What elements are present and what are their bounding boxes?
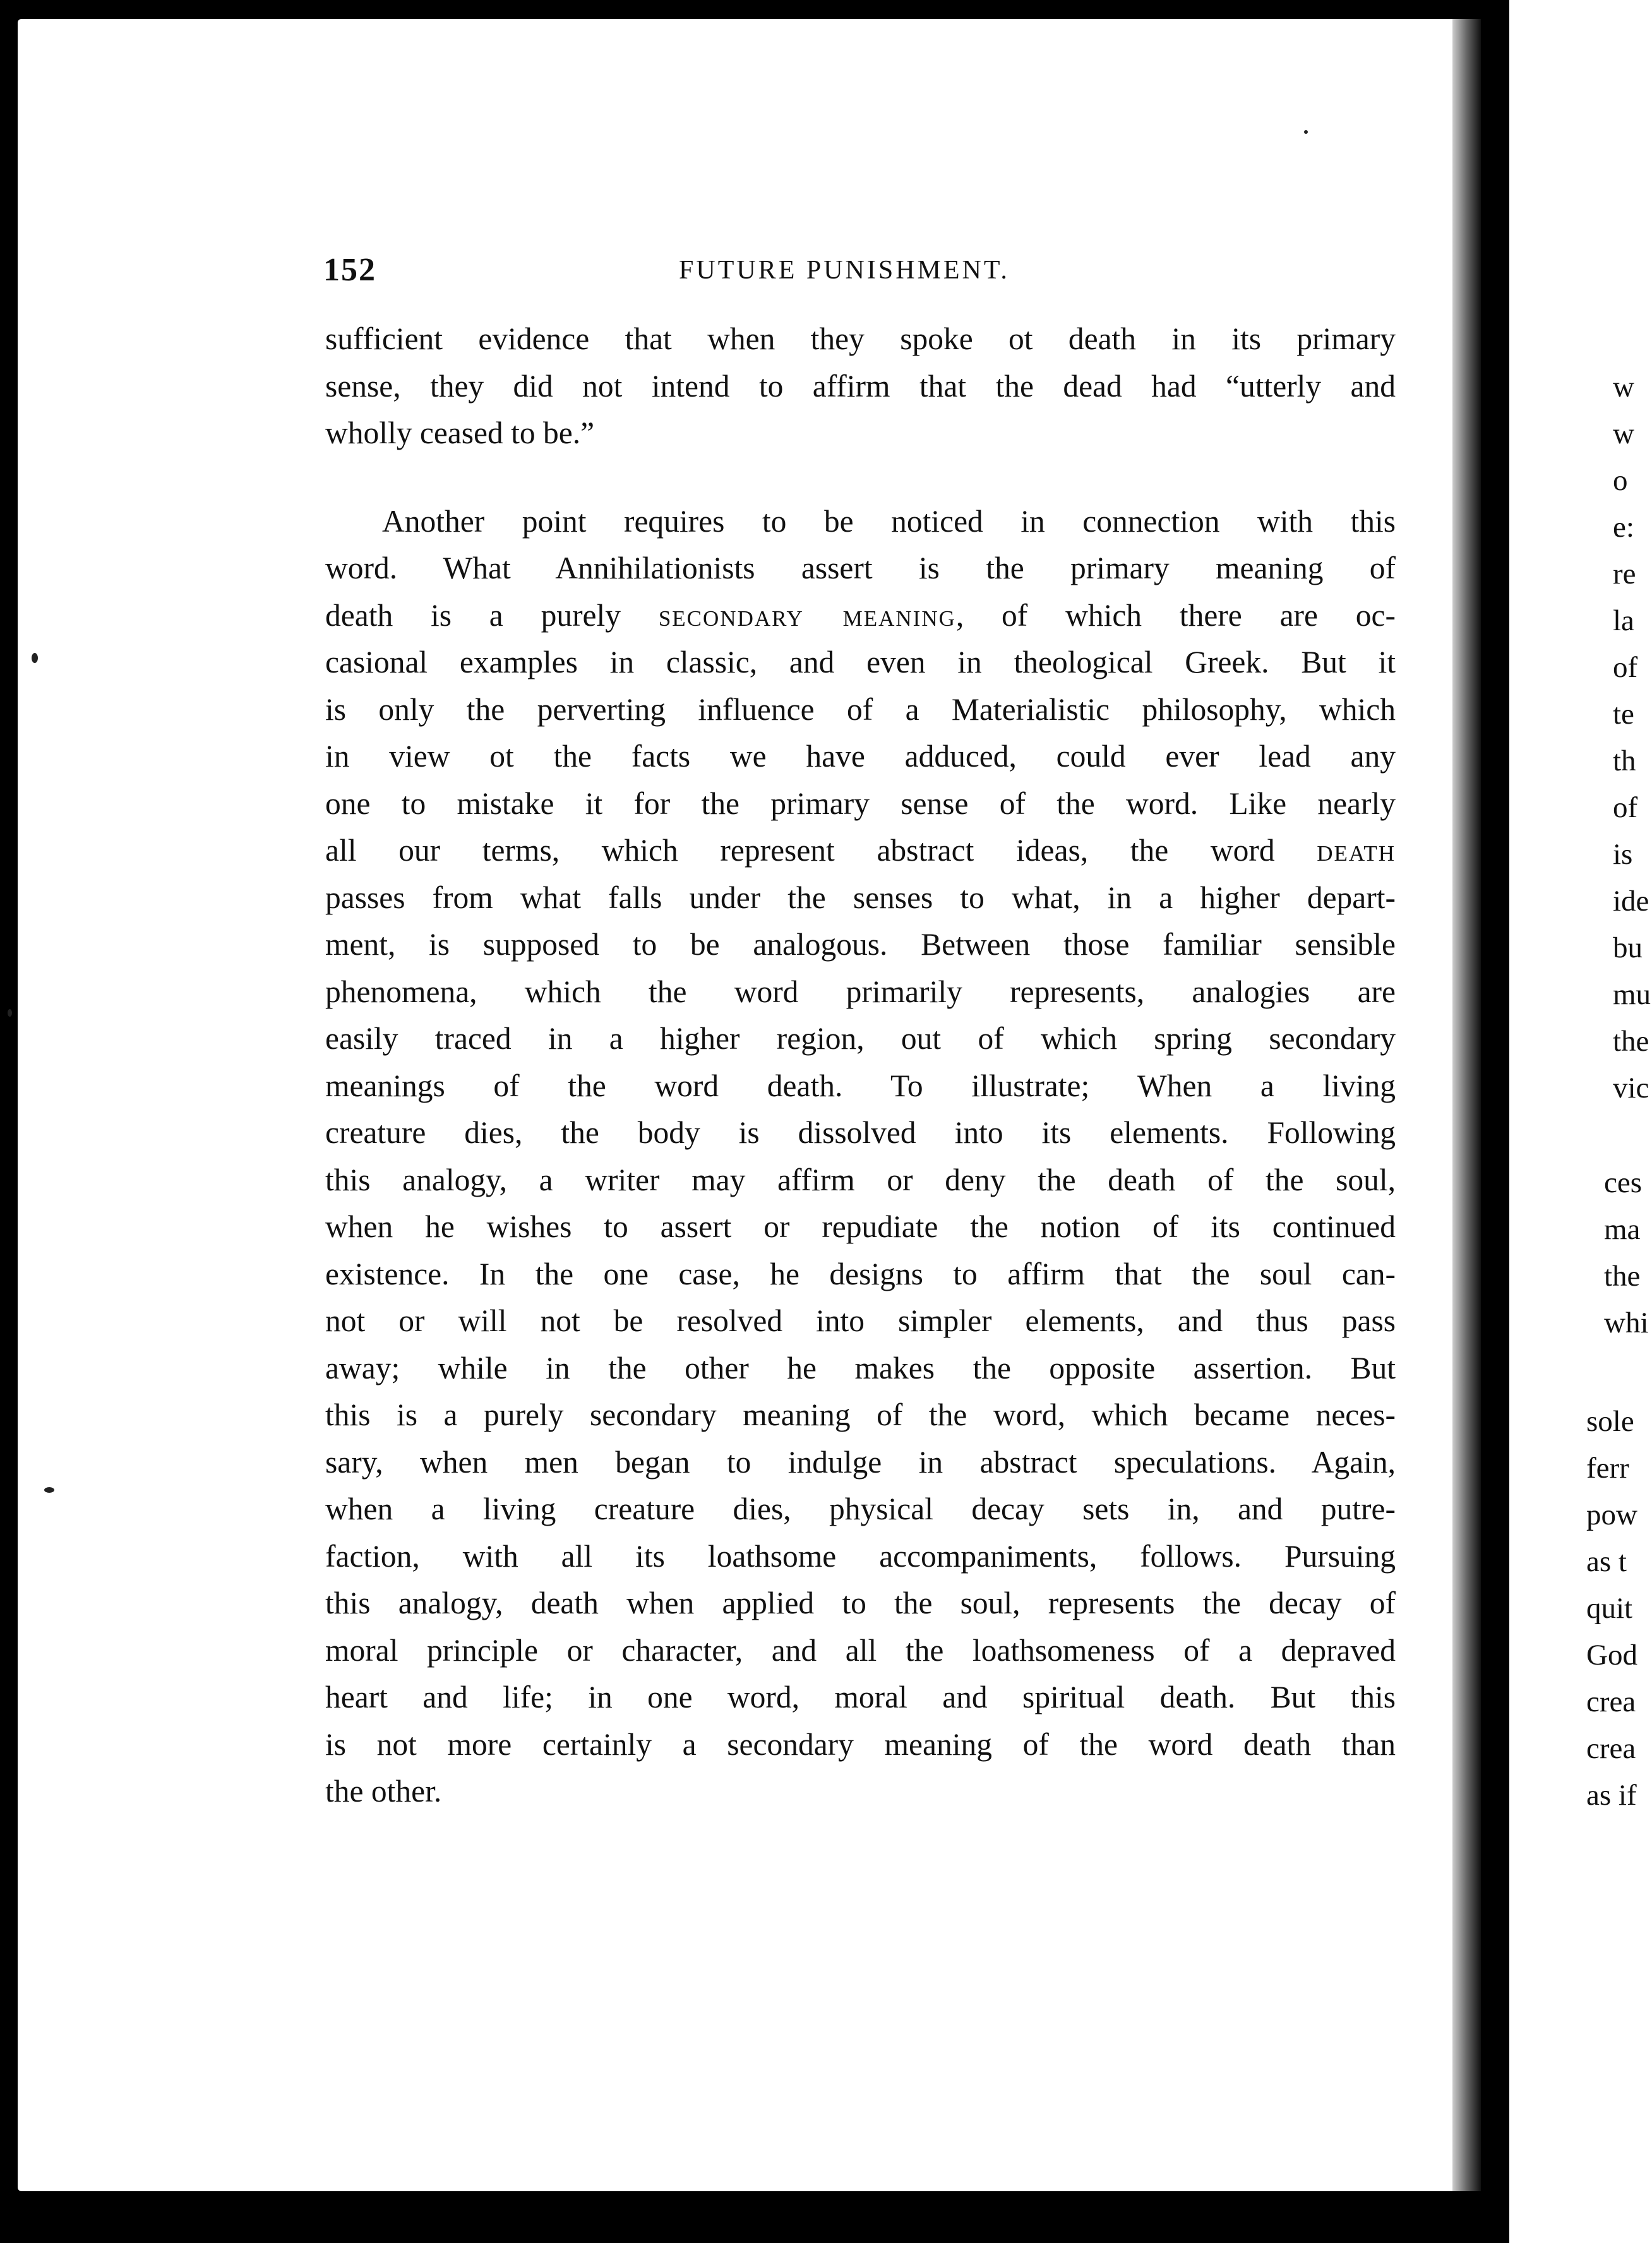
facing-fragment: sole (1586, 1405, 1634, 1438)
scan-speck (8, 1009, 12, 1017)
facing-fragment: crea (1586, 1685, 1636, 1718)
facing-fragment: la (1613, 604, 1634, 637)
text-line: sary, when men began to indulge in abstract speculations. Again, (325, 1444, 1396, 1480)
facing-fragment: of (1613, 651, 1638, 684)
running-head: FUTURE PUNISHMENT. (679, 256, 1010, 285)
facing-fragment: ferr (1586, 1452, 1629, 1485)
page-header (323, 251, 1403, 296)
facing-fragment: God (1586, 1639, 1637, 1672)
text-line: is only the perverting influence of a Materialistic philosophy, which (325, 691, 1396, 727)
page-edge-shadow (1452, 19, 1481, 2191)
small-caps-term: secondary meaning (658, 597, 956, 633)
text-line: word. What Annihilationists assert is the primary meaning of (325, 551, 1396, 585)
facing-fragment: whi (1604, 1307, 1649, 1339)
body-text (325, 316, 1396, 1815)
facing-fragment: crea (1586, 1732, 1636, 1765)
facing-fragment: vic (1613, 1072, 1649, 1104)
text-line: when a living creature dies, physical decay sets in, and putre- (325, 1492, 1396, 1526)
paragraph (325, 498, 1396, 1815)
facing-fragment: w (1613, 417, 1634, 450)
facing-fragment: th (1613, 745, 1636, 777)
text-line: not or will not be resolved into simpler elements, and thus pass (325, 1303, 1396, 1338)
facing-fragment: ces (1604, 1166, 1643, 1199)
text-line: sufficient evidence that when they spoke ot death in its primary (325, 321, 1396, 356)
facing-fragment: as if (1586, 1779, 1637, 1812)
facing-fragment: the (1604, 1260, 1641, 1293)
text-line: moral principle or character, and all the loathsomeness of a depraved (325, 1632, 1396, 1668)
facing-fragment: mu (1613, 978, 1651, 1011)
scan-speck (1304, 130, 1308, 134)
paragraph (325, 316, 1396, 457)
text-line: all our terms, which represent abstract ideas, the word death (325, 833, 1396, 868)
facing-fragment: te (1613, 698, 1634, 731)
text-line: this analogy, death when applied to the soul, represents the decay of (325, 1586, 1396, 1620)
facing-fragment: ma (1604, 1213, 1641, 1246)
text-line: wholly ceased to be.” (325, 416, 595, 450)
small-caps-term: death (1317, 833, 1396, 868)
facing-fragment: the (1613, 1025, 1649, 1058)
text-line: away; while in the other he makes the opposite assertion. But (325, 1350, 1396, 1385)
text-line: faction, with all its loathsome accompaniments, follows. Pursuing (325, 1538, 1396, 1574)
text-line: creature dies, the body is dissolved into its elements. Following (325, 1115, 1396, 1150)
scan-speck (32, 653, 38, 663)
scan-speck (44, 1487, 54, 1493)
facing-fragment: quit (1586, 1592, 1633, 1625)
text-line: in view ot the facts we have adduced, could ever lead any (325, 739, 1396, 774)
text-line: is not more certainly a secondary meaning of the word death than (325, 1726, 1396, 1762)
facing-fragment: bu (1613, 931, 1643, 964)
facing-fragment: as t (1586, 1545, 1627, 1578)
text-line: phenomena, which the word primarily represents, analogies are (325, 974, 1396, 1009)
facing-page-text (1509, 0, 1652, 2243)
book-gutter (1481, 0, 1509, 2243)
text-line: this is a purely secondary meaning of the word, which became neces- (325, 1397, 1396, 1432)
text-line: easily traced in a higher region, out of which spring secondary (325, 1021, 1396, 1056)
facing-fragment: ide (1613, 885, 1649, 918)
paragraph-gap (325, 457, 1396, 498)
text-line: meanings of the word death. To illustrate; When a living (325, 1068, 1396, 1103)
facing-fragment: o (1613, 464, 1628, 497)
text-line: sense, they did not intend to affirm that the dead had “utterly and (325, 368, 1396, 404)
facing-fragment: w (1613, 371, 1634, 404)
facing-fragment: of (1613, 791, 1638, 824)
facing-page (1509, 0, 1652, 2243)
text-line: casional examples in classic, and even in theological Greek. But it (325, 645, 1396, 679)
facing-fragment: is (1613, 838, 1633, 871)
text-line: passes from what falls under the senses to what, in a higher depart- (325, 880, 1396, 915)
text-line: one to mistake it for the primary sense of the word. Like nearly (325, 786, 1396, 821)
page-number: 152 (323, 252, 376, 288)
text-line: ment, is supposed to be analogous. Between those familiar sensible (325, 927, 1396, 962)
facing-fragment: e: (1613, 511, 1634, 544)
text-line: heart and life; in one word, moral and spiritual death. But this (325, 1680, 1396, 1714)
text-line: Another point requires to be noticed in connection with this (382, 503, 1396, 539)
text-line: this analogy, a writer may affirm or deny the death of the soul, (325, 1162, 1396, 1197)
facing-fragment: re (1613, 558, 1636, 590)
facing-fragment: pow (1586, 1498, 1637, 1531)
text-line: the other. (325, 1774, 442, 1809)
text-line: existence. In the one case, he designs to affirm that the soul can- (325, 1256, 1396, 1291)
text-line: when he wishes to assert or repudiate the notion of its continued (325, 1209, 1396, 1244)
text-line: death is a purely secondary meaning, of which there are oc- (325, 597, 1396, 633)
